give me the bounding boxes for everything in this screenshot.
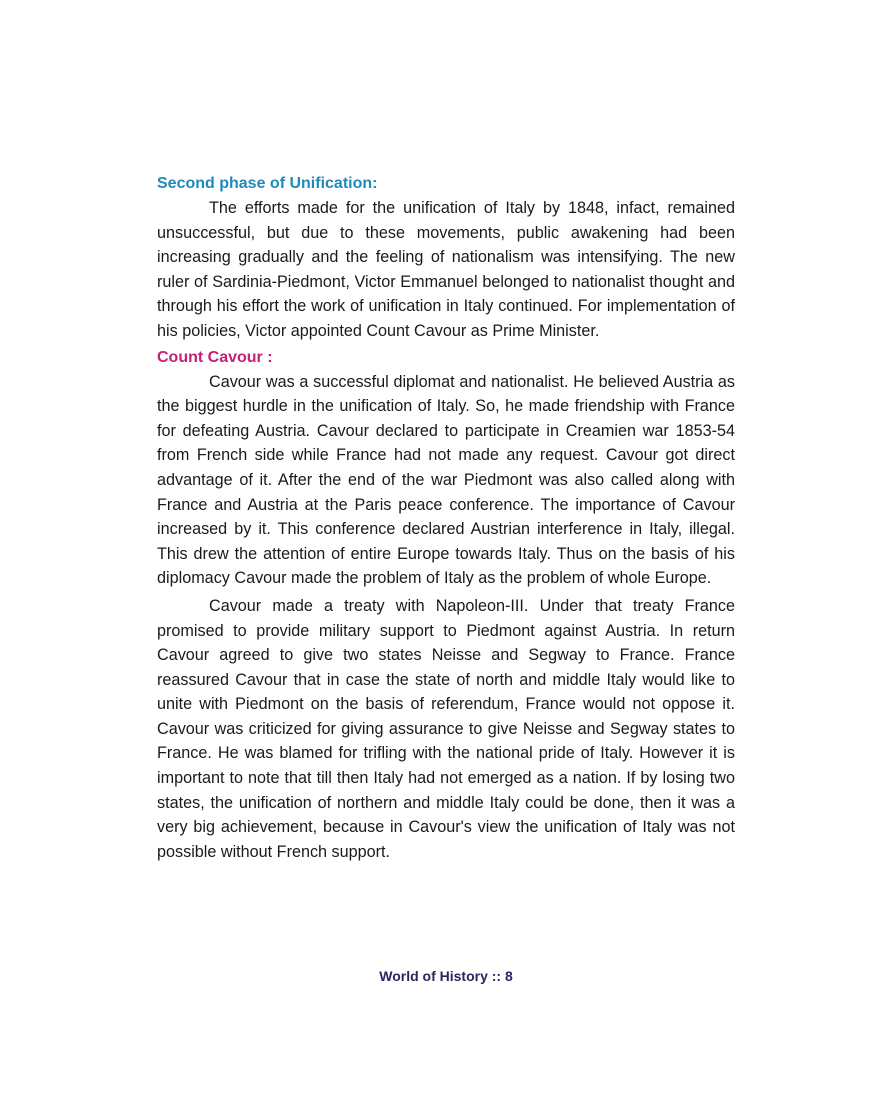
page-footer: World of History :: 8: [379, 968, 513, 984]
paragraph-cavour-diplomat: Cavour was a successful diplomat and nationalist. He believed Austria as the biggest hurdle in the unification of Italy. So, he made friendship with France for defeating Austria. Cavour declared to participate in Creamien war 1853-54 from French side while France had not made any request. Cavour got direct advantage of it. After the end of the war Piedmont was also called along with France and Austria at the Paris peace conference. The importance of Cavour increased by it. This conference declared Austrian interference in Italy, illegal. This drew the attention of entire Europe towards Italy. Thus on the basis of his diplomacy Cavour made the problem of Italy as the problem of whole Europe.: [157, 372, 735, 588]
page-content: [157, 172, 735, 864]
paragraph-second-phase: The efforts made for the unification of Italy by 1848, infact, remained unsuccessful, but due to these movements, public awakening had been increasing gradually and the feeling of nationalism was intensifying. The new ruler of Sardinia-Piedmont, Victor Emmanuel belonged to nationalist thought and through his effort the work of unification in Italy continued. For implementation of his policies, Victor appointed Count Cavour as Prime Minister.: [157, 199, 735, 340]
section-heading-second-phase: Second phase of Unification:: [157, 175, 378, 192]
paragraph-cavour-treaty: Cavour made a treaty with Napoleon-III. Under that treaty France promised to provide military support to Piedmont against Austria. In return Cavour agreed to give two states Neisse and Segway to France. France reassured Cavour that in case the state of north and middle Italy would like to unite with Piedmont on the basis of referendum, France would not oppose it. Cavour was criticized for giving assurance to give Neisse and Segway states to France. He was blamed for trifling with the national pride of Italy. However it is important to note that till then Italy had not emerged as a nation. If by losing two states, the unification of northern and middle Italy could be done, then it was a very big achievement, because in Cavour's view the unification of Italy was not possible without French support.: [157, 596, 735, 861]
section-heading-count-cavour: Count Cavour :: [157, 348, 273, 366]
